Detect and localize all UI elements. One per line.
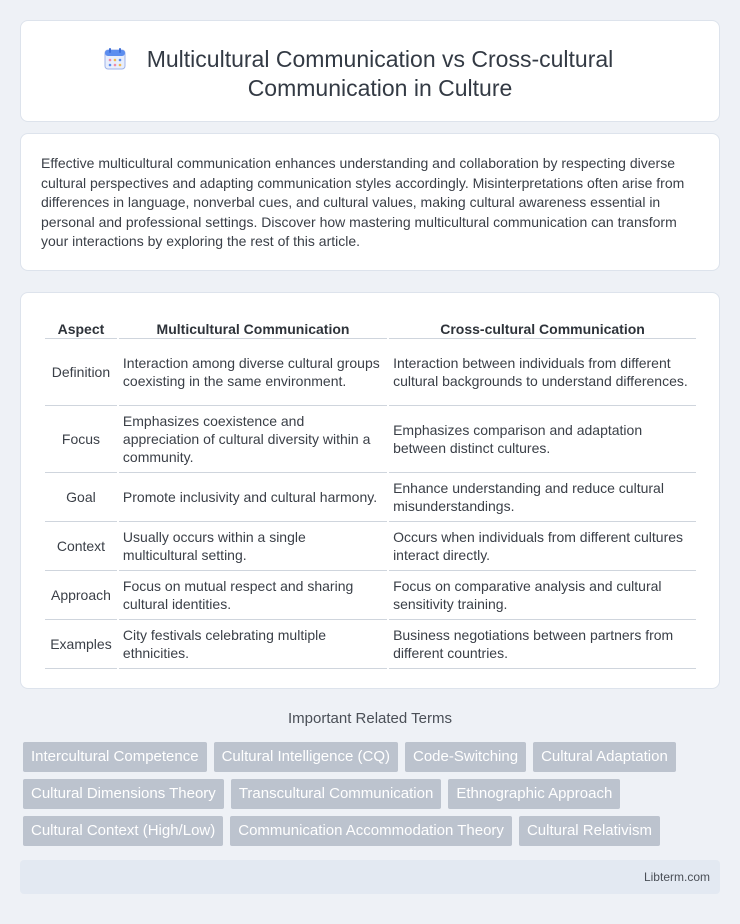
intro-card [20,133,720,271]
row-multicultural: Emphasizes coexistence and appreciation of cultural diversity within a community. [119,406,387,473]
row-multicultural: Interaction among diverse cultural groups coexisting in the same environment. [119,339,387,406]
table-row [45,406,696,473]
term-chip[interactable]: Cultural Adaptation [533,742,676,772]
term-chip[interactable]: Ethnographic Approach [448,779,620,809]
term-chip[interactable]: Code-Switching [405,742,526,772]
header-multicultural: Multicultural Communication [119,315,387,339]
row-multicultural: Promote inclusivity and cultural harmony. [119,473,387,522]
row-cross-cultural: Business negotiations between partners from different countries. [389,620,696,669]
row-multicultural: Usually occurs within a single multicultural setting. [119,522,387,571]
row-multicultural: City festivals celebrating multiple ethnicities. [119,620,387,669]
row-aspect: Approach [45,571,117,620]
row-cross-cultural: Occurs when individuals from different cultures interact directly. [389,522,696,571]
term-chip[interactable]: Cultural Relativism [519,816,660,846]
table-row [45,571,696,620]
table-row [45,522,696,571]
table-row [45,620,696,669]
row-cross-cultural: Interaction between individuals from different cultural backgrounds to understand differences. [389,339,696,406]
term-chip[interactable]: Cultural Dimensions Theory [23,779,224,809]
header-aspect: Aspect [45,315,117,339]
table-row [45,473,696,522]
intro-paragraph: Effective multicultural communication enhances understanding and collaboration by respecting diverse cultural perspectives and adapting communication styles accordingly. Misinterpretations often arise from differences in language, nonverbal cues, and cultural values, making cultural awareness essential in personal and professional settings. Discover how mastering multicultural communication can transform your interactions by exploring the rest of this article. [41,155,685,250]
footer-site-link[interactable]: Libterm.com [643,870,710,884]
header-cross-cultural: Cross-cultural Communication [389,315,696,339]
row-cross-cultural: Emphasizes comparison and adaptation between distinct cultures. [389,406,696,473]
related-terms-list [23,742,723,853]
row-aspect: Focus [45,406,117,473]
row-cross-cultural: Enhance understanding and reduce cultural misunderstandings. [389,473,696,522]
row-aspect: Goal [45,473,117,522]
footer [20,860,720,894]
table-header-row [45,315,696,339]
comparison-table [43,315,698,669]
comparison-table-card [20,292,720,689]
term-chip[interactable]: Cultural Context (High/Low) [23,816,223,846]
related-terms-heading: Important Related Terms [288,710,452,727]
row-aspect: Context [45,522,117,571]
page-title: Multicultural Communication vs Cross-cultural Communication in Culture [146,46,614,101]
term-chip[interactable]: Cultural Intelligence (CQ) [214,742,398,772]
row-cross-cultural: Focus on comparative analysis and cultural sensitivity training. [389,571,696,620]
row-aspect: Examples [45,620,117,669]
term-chip[interactable]: Transcultural Communication [231,779,442,809]
term-chip[interactable]: Intercultural Competence [23,742,207,772]
title-card [20,20,720,122]
term-chip[interactable]: Communication Accommodation Theory [230,816,512,846]
row-aspect: Definition [45,339,117,406]
table-row [45,339,696,406]
row-multicultural: Focus on mutual respect and sharing cultural identities. [119,571,387,620]
